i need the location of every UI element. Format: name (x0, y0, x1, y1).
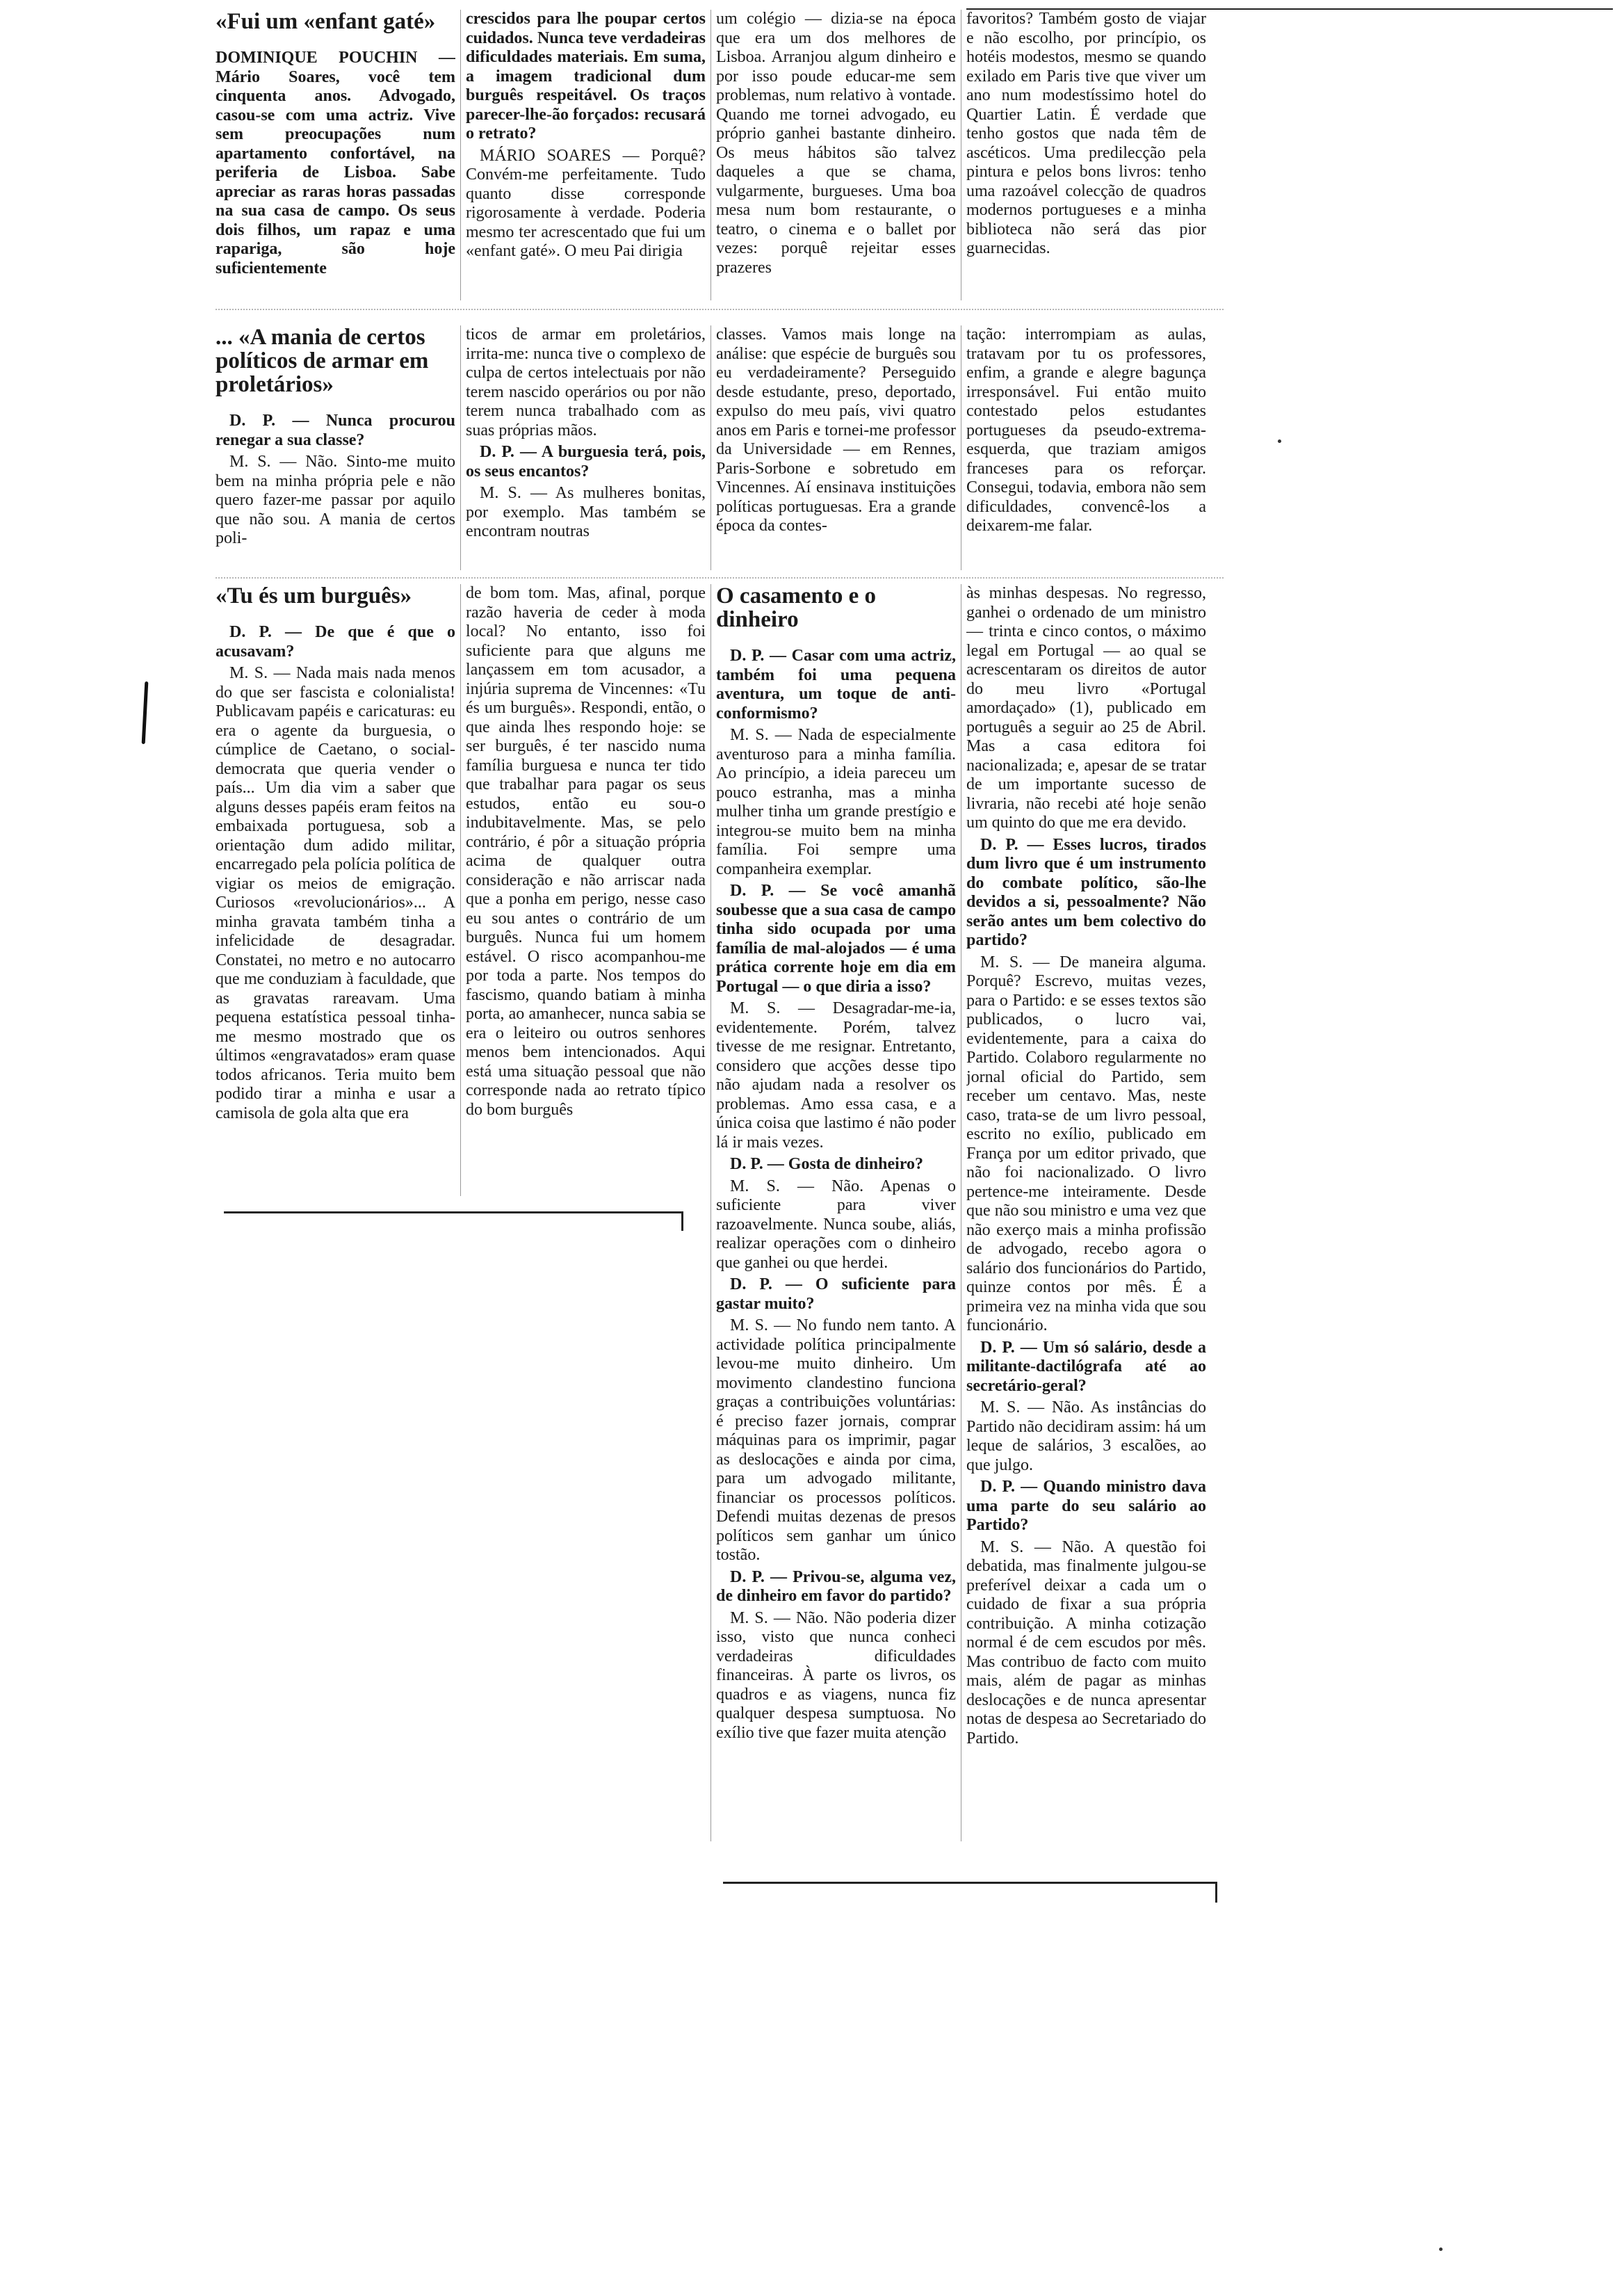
interview-paragraph: MÁRIO SOARES — Porquê? Convém-me perfeitamente. Tudo quanto disse corresponde rigorosamente à verdade. Poderia mesmo ter acrescentado que fui um «enfant gaté». O meu Pai dirigia (466, 146, 706, 260)
interview-paragraph: M. S. — Não. Apenas o suficiente para viver razoavelmente. Nunca soube, aliás, realizar operações com o dinheiro que ganhei ou que herdei. (716, 1177, 956, 1272)
interview-paragraph: M. S. — Nada mais nada menos do que ser fascista e colonialista! Publicavam papéis e caricaturas: eu era o agente da burguesia, o cúmplice de Caetano, o social-democrata que queria vender o país... Um dia vim a saber que alguns desses papéis eram feitos na embaixada portuguesa, sob a orientação dum adido militar, encarregado pela polícia política de vigiar os meios de emigração. Curiosos «revolucionários»... A minha gravata também tinha a infelicidade de desagradar. Constatei, no metro e no autocarro que me conduziam à faculdade, que as gravatas rareavam. Uma pequena estatística pessoal tinha-me mesmo mostrado que os últimos «engravatados» eram quase todos africanos. Teria muito bem podido tirar a minha e usar a camisola de gola alta que era (216, 664, 455, 1122)
column-text (966, 584, 1206, 1748)
interview-question: D. P. — Nunca procurou renegar a sua classe? (216, 412, 455, 449)
interview-paragraph: um colégio — dizia-se na época que era um dos melhores de Lisboa. Arranjou algum dinheiro e por isso poude educar-me sem problemas, num relativo à vontade. Quando me tornei advogado, eu próprio ganhei bastante dinheiro. Os meus hábitos são talvez daqueles a que se chama, vulgarmente, burgueses. Uma boa mesa num bom restaurante, o teatro, o cinema e o ballet por vezes: porquê rejeitar esses prazeres (716, 10, 956, 277)
end-rule (224, 1211, 683, 1213)
column-divider (460, 10, 461, 300)
section-separator (216, 309, 1224, 310)
interview-paragraph: M. S. — Nada de especialmente aventuroso para a minha família. Ao princípio, a ideia pareceu um pouco estranha, mas a minha mulher tinha um grande prestígio e integrou-se muito bem na minha família. Foi sempre uma companheira exemplar. (716, 726, 956, 878)
column-divider (710, 325, 711, 570)
column-text (716, 325, 956, 536)
column-text (466, 584, 706, 1120)
interview-question: D. P. — A burguesia terá, pois, os seus encantos? (466, 443, 706, 481)
interview-question: DOMINIQUE POUCHIN — Mário Soares, você tem cinquenta anos. Advogado, casou-se com uma actriz. Vive sem preocupações num apartamento confortável, na periferia de Lisboa. Sabe apreciar as raras horas passadas na sua casa de campo. Os seus dois filhos, um rapaz e uma rapariga, são hoje suficientemente (216, 49, 455, 277)
column-3 (716, 584, 956, 1743)
column-1 (216, 10, 455, 278)
interview-paragraph: M. S. — De maneira alguma. Porquê? Escrevo, muitas vezes, para o Partido: e se esses textos são publicados, o lucro vai, evidentemente, para a caixa do Partido. Colaboro regularmente no jornal oficial do Partido, sem receber um centavo. Mas, neste caso, trata-se de um livro pessoal, escrito no exílio, publicado em França por um editor privado, que não foi nacionalizado. O livro pertence-me inteiramente. Desde que não sou ministro e uma vez que não exerço mais a minha profissão de advogado, recebo agora o salário dos funcionários do Partido, quinze contos por mês. É a primeira vez na minha vida que sou funcionário. (966, 953, 1206, 1334)
scan-speck (1439, 2247, 1443, 2251)
column-2 (466, 10, 706, 261)
column-divider (460, 584, 461, 1196)
interview-paragraph: favoritos? Também gosto de viajar e não escolho, por princípio, os hotéis modestos, mesmo se quando exilado em Paris tive que viver um ano num modestíssimo hotel do Quartier Latin. É verdade que tenho gostos que nada têm de ascéticos. Uma predilecção pela pintura e pelos bons livros: tenho uma razoável colecção de quadros modernos portugueses e a minha biblioteca não será das pior guarnecidas. (966, 10, 1206, 257)
interview-question: D. P. — De que é que o acusavam? (216, 623, 455, 661)
interview-question: D. P. — Esses lucros, tirados dum livro que é um instrumento do combate político, são-lhe devidos a si, pessoalmente? Não serão antes um bem colectivo do partido? (966, 835, 1206, 949)
scan-speck (1278, 439, 1281, 443)
section-heading: O casamento e o dinheiro (716, 584, 877, 632)
end-rule (1215, 1882, 1217, 1903)
end-rule (723, 1882, 1217, 1884)
interview-question: D. P. — Privou-se, alguma vez, de dinheiro em favor do partido? (716, 1567, 956, 1605)
section-heading: «Fui um «enfant gaté» (216, 10, 436, 34)
interview-paragraph: ticos de armar em proletários, irrita-me: nunca tive o complexo de culpa de certos intelectuais por não terem nascido operários ou por não terem nunca trabalhado com as suas próprias mãos. (466, 325, 706, 439)
section-separator (216, 577, 1224, 579)
interview-paragraph: classes. Vamos mais longe na análise: que espécie de burguês sou eu verdadeiramente? Perseguido desde estudante, preso, deportado, expulso do meu país, vivi quatro anos em Paris e tornei-me professor da Universidade — em Rennes, Paris-Sorbone e sobretudo em Vincennes. Aí ensinava instituições políticas portuguesas. Era a grande época da contes- (716, 325, 956, 535)
column-text (716, 647, 956, 1743)
column-text (966, 325, 1206, 536)
interview-paragraph: tação: interrompiam as aulas, tratavam por tu os professores, enfim, a grande e alegre bagunça irresponsável. Fui então muito contestado pelos estudantes portugueses da pseudo-extrema-esquerda, que traziam amigos franceses para os reforçar. Consegui, todavia, embora não sem dificuldades, convencê-los a deixarem-me falar. (966, 325, 1206, 535)
section-heading: «Tu és um burguês» (216, 584, 412, 608)
column-text (216, 412, 455, 549)
column-3 (716, 10, 956, 277)
column-3 (716, 325, 956, 536)
interview-paragraph: às minhas despesas. No regresso, ganhei o ordenado de um ministro — trinta e cinco contos, o máximo legal em Portugal — ao qual se acrescentaram os direitos de autor do meu livro «Portugal amordaçado» (1), publicado em português a seguir ao 25 de Abril. Mas a casa editora foi nacionalizada; e, apesar de se tratar de um importante sucesso de livraria, não recebi até hoje senão um quinto do que me era devido. (966, 584, 1206, 832)
section-heading: ... «A mania de certos políticos de armar em proletários» (216, 325, 429, 397)
interview-paragraph: M. S. — Desagradar-me-ia, evidentemente. Porém, talvez tivesse de me resignar. Entretanto, considero que acções desse tipo não ajudam nada a resolver os problemas. Amo essa casa, e a única coisa que lastimo é não poder lá ir mais vezes. (716, 999, 956, 1152)
column-divider (710, 584, 711, 1841)
article-band-2 (216, 325, 1217, 570)
interview-question: D. P. — Gosta de dinheiro? (730, 1155, 924, 1173)
column-1 (216, 325, 455, 549)
pen-mark (142, 681, 149, 744)
column-text (716, 10, 956, 277)
interview-question: crescidos para lhe poupar certos cuidados. Nunca teve verdadeiras dificuldades materiais. Em suma, a imagem tradicional dum burguês respeitável. Os traços parecer-lhe-ão forçados: recusará o retrato? (466, 10, 706, 143)
column-text (466, 325, 706, 542)
column-4 (966, 325, 1206, 536)
interview-paragraph: M. S. — No fundo nem tanto. A actividade política principalmente levou-me muito dinheiro. Um movimento clandestino funciona graças a contribuições voluntárias: é preciso fazer jornais, comprar máquinas para os imprimir, pagar as deslocações e ainda por cima, para um advogado militante, financiar os processos políticos. Defendi muitas dezenas de presos políticos sem ganhar um único tostão. (716, 1316, 956, 1564)
article-band-1 (216, 10, 1217, 300)
interview-paragraph: M. S. — Não. Sinto-me muito bem na minha própria pele e não quero fazer-me passar por aquilo que não sou. A mania de certos poli- (216, 453, 455, 547)
interview-paragraph: M. S. — Não. Não poderia dizer isso, visto que nunca conheci verdadeiras dificuldades financeiras. À parte os livros, os quadros e as viagens, nunca fiz qualquer despesa sumptuosa. No exílio tive que fazer muita atenção (716, 1608, 956, 1742)
column-text (216, 49, 455, 278)
interview-question: D. P. — Se você amanhã soubesse que a sua casa de campo tinha sido ocupada por uma família de mal-alojados — é uma prática corrente hoje em dia em Portugal — o que diria a isso? (716, 882, 956, 996)
column-4 (966, 10, 1206, 259)
column-divider (710, 10, 711, 300)
interview-paragraph: de bom tom. Mas, afinal, porque razão haveria de ceder à moda local? No entanto, isso foi suficiente para que alguns me lançassem em tom acusador, a injúria suprema de Vincennes: «Tu és um burguês». Respondi, então, o que ainda lhes respondo hoje: se ser burguês, é ter nascido numa família burguesa e nunca ter tido que trabalhar para pagar os seus estudos, então eu sou-o indubitavelmente. Mas, se pelo contrário, é pôr a situação própria acima de qualquer outra consideração e não arriscar nada que a ponha em perigo, nesse caso eu sou antes o contrário de um burguês. Nunca fui um homem estável. O risco acompanhou-me por toda a parte. Nos tempos do fascismo, quando batiam à minha porta, ao amanhecer, nunca sabia se era o leiteiro ou outros senhores menos bem intencionados. Aqui está uma situação pessoal que não corresponde nada ao retrato típico do bom burguês (466, 584, 706, 1119)
interview-question: D. P. — O suficiente para gastar muito? (716, 1275, 956, 1313)
column-text (466, 10, 706, 261)
interview-question: D. P. — Quando ministro dava uma parte do seu salário ao Partido? (966, 1478, 1206, 1534)
column-4 (966, 584, 1206, 1748)
column-text (216, 623, 455, 1123)
interview-paragraph: M. S. — Não. A questão foi debatida, mas finalmente julgou-se preferível deixar a cada um o cuidado de fixar a sua própria contribuição. A minha cotização normal é de cem escudos por mês. Mas contribuo de facto com muito mais, além de pagar as minhas deslocações e de nunca apresentar notas de despesa ao Secretariado do Partido. (966, 1538, 1206, 1748)
end-rule (681, 1211, 683, 1231)
column-1 (216, 584, 455, 1196)
column-text (966, 10, 1206, 259)
column-divider (460, 325, 461, 570)
interview-question: D. P. — Um só salário, desde a militante-dactilógrafa até ao secretário-geral? (966, 1338, 1206, 1395)
interview-question: D. P. — Casar com uma actriz, também foi uma pequena aventura, um toque de anti-conformismo? (716, 647, 956, 723)
interview-paragraph: M. S. — As mulheres bonitas, por exemplo. Mas também se encontram noutras (466, 484, 706, 540)
interview-paragraph: M. S. — Não. As instâncias do Partido não decidiram assim: há um leque de salários, 3 escalões, ao que julgo. (966, 1398, 1206, 1474)
column-2 (466, 584, 706, 1196)
column-2 (466, 325, 706, 542)
